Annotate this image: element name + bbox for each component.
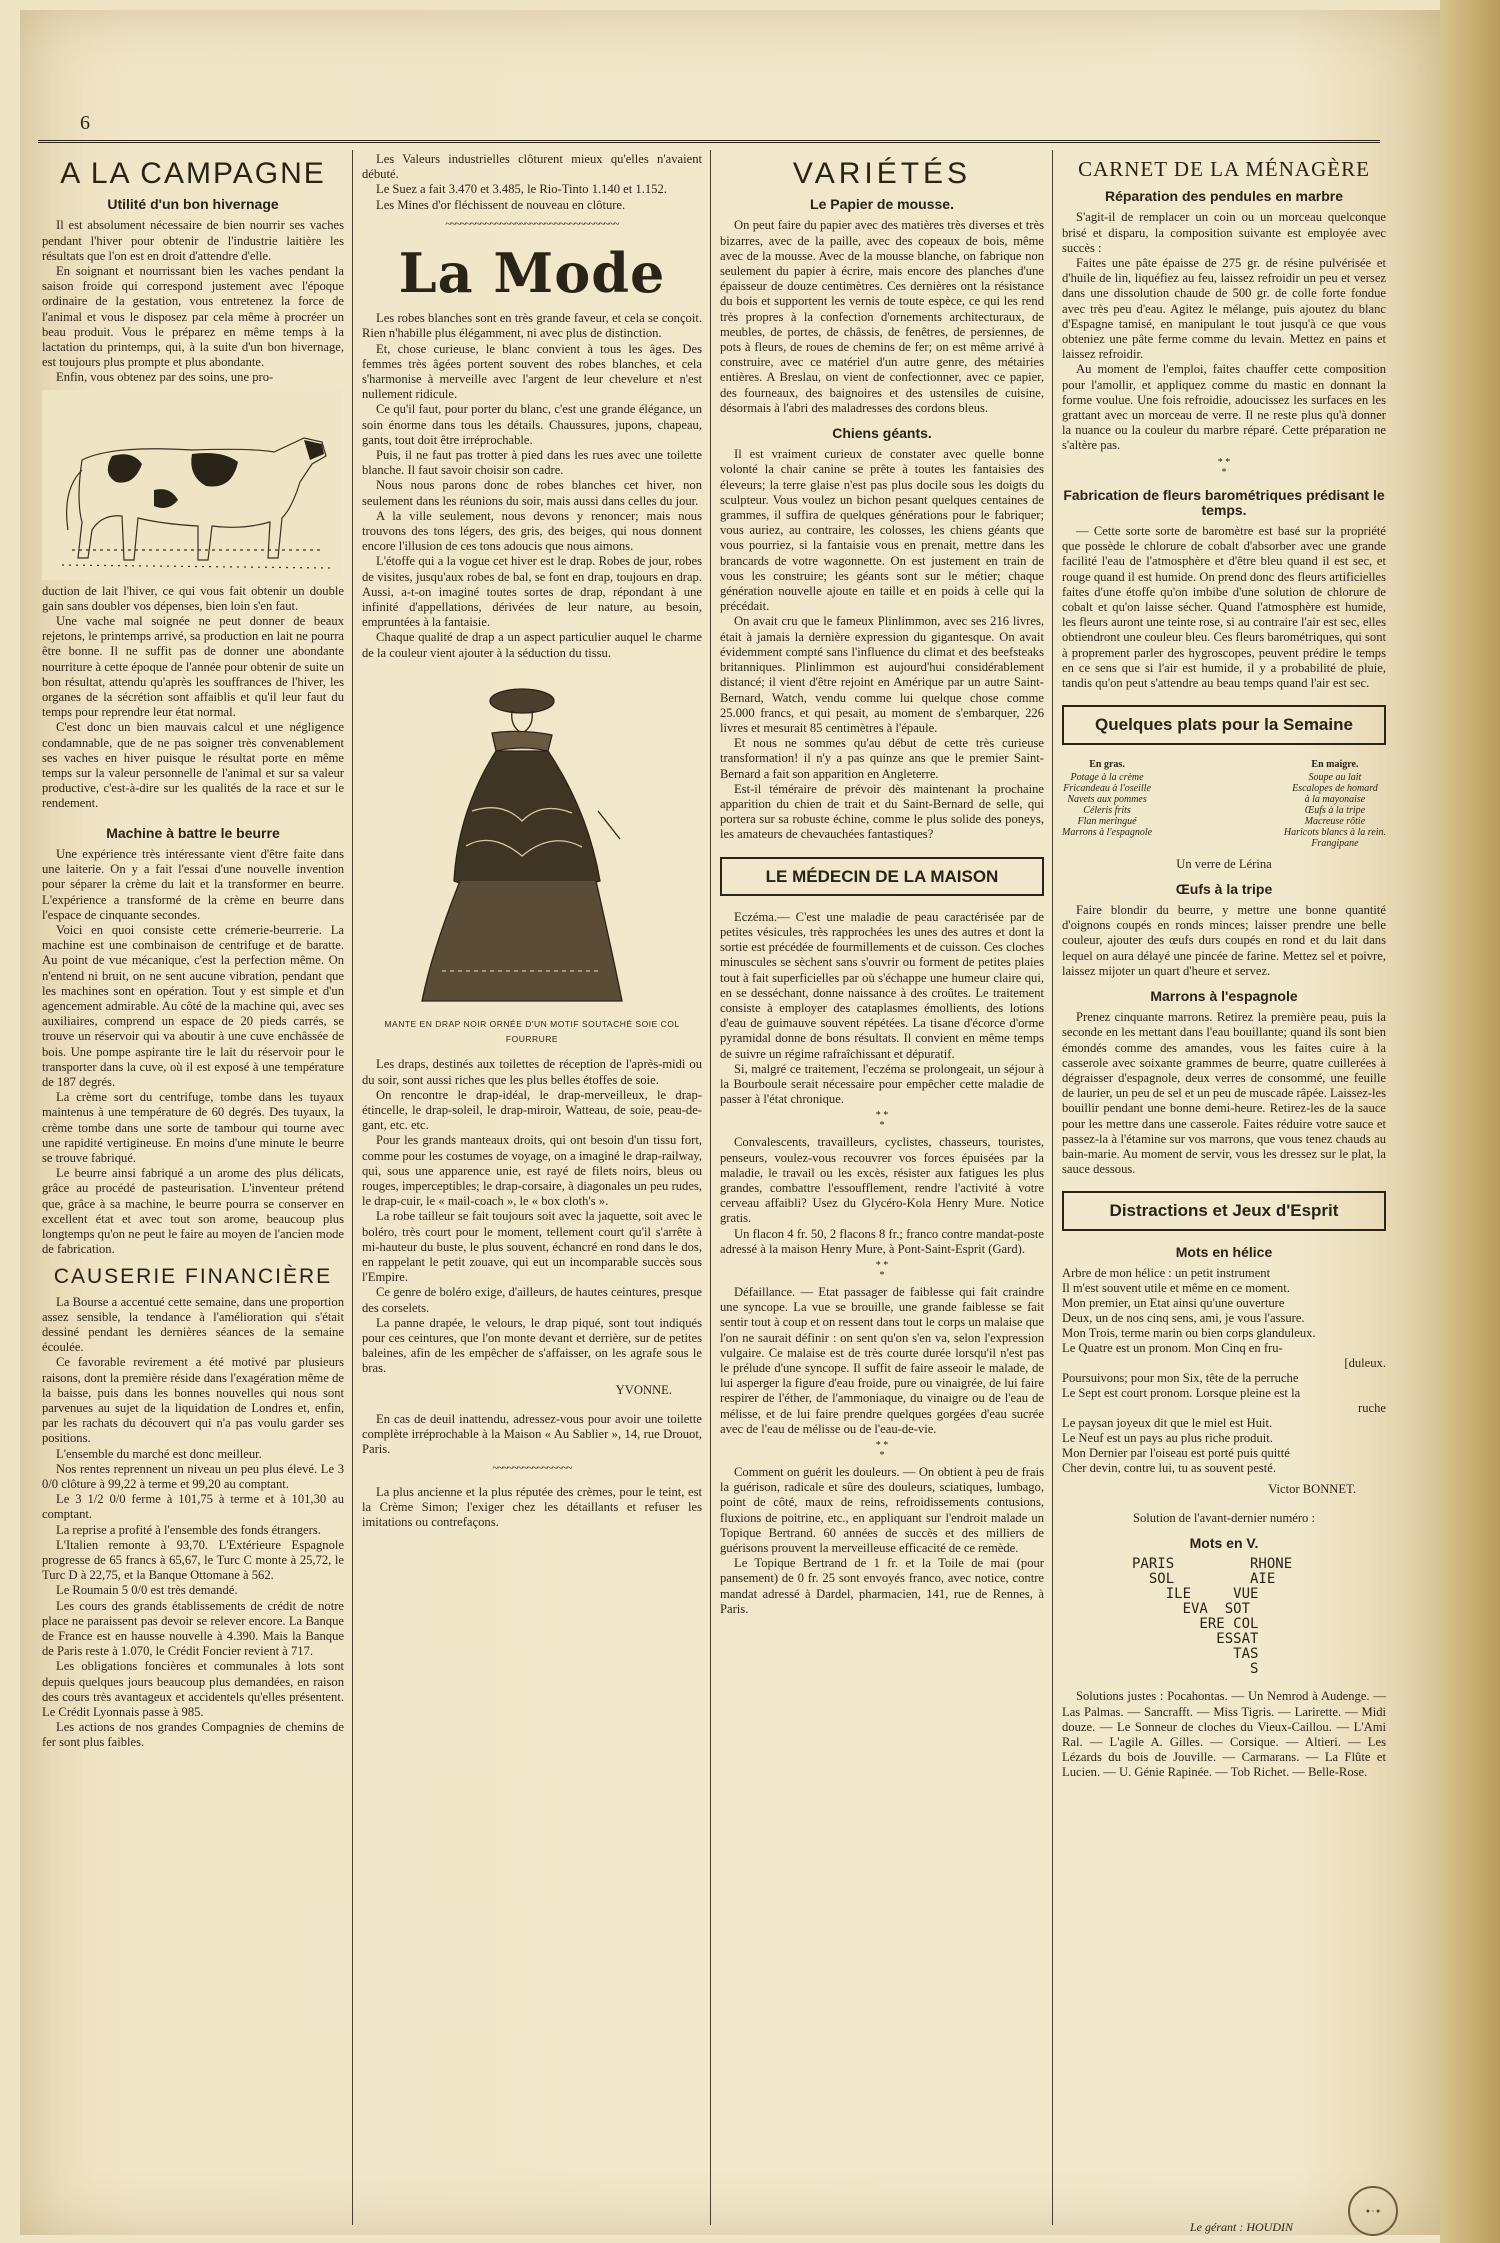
paragraph: Le 3 1/2 0/0 ferme à 101,75 à terme et à 101,30 au comptant. (42, 1492, 344, 1522)
paragraph: Prenez cinquante marrons. Retirez la première peau, puis la seconde en les mettant dans l'eau bouillante; quand ils sont bien émondés comme des amandes, vous les faites cuire à la casserole avec soixante grammes de beurre, quatre cuillerées à dégraisser d'espagnole, deux verres de consommé, une feuille de laurier, un peu de sel et un peu de muscade râpée. Laissez-les bouillir pendant une bonne demi-heure. Retirez-les de la sauce pour les mettre dans une casserole. Faites réduire votre sauce et passez-la à l'étamine sur vos marrons, que vous tenez chauds au bain-marie. Au moment de servir, vous les dressez sur le plat, la sauce dessous. (1062, 1010, 1386, 1177)
poem-line: Deux, un de nos cinq sens, ami, je vous l'assure. (1062, 1310, 1305, 1325)
paragraph: duction de lait l'hiver, ce qui vous fait obtenir un double gain sans doubler vos dépenses, bien loin s'en faut. (42, 583, 344, 613)
paragraph: Défaillance. — Etat passager de faiblesse qui fait craindre une syncope. La vue se brouille, une grande faiblesse se fait sentir tout à coup et on ressent dans tout le corps un malaise que l'on ne saurait définir : on sent qu'on s'en va, selon l'expression vulgaire. Ce malaise est de très courte durée lorsqu'il n'est pas le prélude d'une syncope. Il suffit de faire asseoir le malade, de lui asperger la figure d'eau froide, pure ou vinaigrée, de lui faire respirer de l'éther, de l'ammoniaque, du vinaigre ou de l'eau de mélisse, et de lui faire prendre quelques gorgées d'eau sucrée avec de l'eau de mélisse ou de l'eau-de-vie. (720, 1285, 1044, 1436)
column-1 (42, 152, 344, 1751)
menu-gras (1062, 759, 1152, 849)
article-subtitle: Mots en V. (1189, 1535, 1259, 1552)
paragraph: On rencontre le drap-idéal, le drap-merveilleux, le drap-étincelle, le drap-soleil, le drap-miroir, Watteau, de soie, peau-de-gant, etc. etc. (362, 1087, 702, 1133)
asterism-divider: * * * (875, 1440, 889, 1462)
menu-item: Potage à la crème (1070, 771, 1144, 783)
menu-item: Soupe au lait (1308, 771, 1362, 783)
wine-note: Un verre de Lérina (1176, 856, 1272, 871)
poem-line: Poursuivons; pour mon Six, tête de la perruche (1062, 1370, 1299, 1385)
paragraph: L'étoffe qui a la vogue cet hiver est le drap. Robes de jour, robes de visites, jusqu'aux robes de bal, se font en drap, toujours en drap. Aussi, a-t-on imaginé toutes sortes de drap, répondant à une infinité d'appellations, dérivées de leur nature, au besoin, empruntées à la fantaisie. (362, 554, 702, 630)
paragraph: On peut faire du papier avec des matières très diverses et très bizarres, avec de la paille, avec des copeaux de bois, même avec de la mousse. Avec de la mousse blanche, on fabrique non seulement du papier à écrire, mais encore des planches d'une épaisseur de douze centimètres. Ces dernières ont la résistance du bois et supportent les vernis de toute espèce, ce qui les rend très propres à la confection d'ornements architecturaux, de meubles, de portes, de châssis, de fenêtres, de persiennes, de pots à fleurs, de roues de chemins de fer; on est même arrivé à construire, avec ce matériel d'un autre genre, des métairies entières. A Breslau, on vient de confectionner, avec ce papier, des fourneaux, des baignoires et des ustensiles de cuisine, désormais à l'abri des maladresses des cordons bleus. (720, 218, 1044, 415)
paragraph: Pour les grands manteaux droits, qui ont besoin d'un tissu fort, comme pour les costumes de voyage, on a imaginé le drap-railway, qui, sous une apparence unie, est rayé de filets noirs, bleus ou rouges, imperceptibles; le drap-corsaire, à diagonales un peu rudes, le drap-cuir, le « mail-coach », le « box cloth's ». (362, 1133, 702, 1209)
weekly-menu (1062, 759, 1386, 849)
poem-line: Cher devin, contre lui, tu as souvent pesté. (1062, 1460, 1277, 1475)
paragraph: Une expérience très intéressante vient d'être faite dans une laiterie. On y a fait l'essai d'une nouvelle invention pour séparer la crème du lait et la transformer en beurre. L'expérience a transformé de la crème en beurre dans l'espace de cinquante secondes. (42, 846, 344, 922)
solution-title: Solution de l'avant-dernier numéro : (1132, 1510, 1316, 1525)
paragraph: Les draps, destinés aux toilettes de réception de l'après-midi ou du soir, sont aussi riches que les plus belles étoffes de soie. (362, 1057, 702, 1087)
illustration-caption: MANTE EN DRAP NOIR ORNÉE D'UN MOTIF SOUTACHÉ SOIE COL FOURRURE (384, 1018, 680, 1045)
menu-item: Escalopes de homard (1292, 782, 1378, 794)
paragraph: La panne drapée, le velours, le drap piqué, sont tout indiqués pour ces ceintures, que l'on monte devant et derrière, sur de petites baleines, afin de les empêcher de s'affaisser, on les agrafe sous le bras. (362, 1315, 702, 1376)
article-subtitle: Machine à battre le beurre (106, 824, 280, 841)
section-title: La Mode (398, 241, 666, 306)
paragraph: La crème sort du centrifuge, tombe dans les tuyaux maintenus à une température de 60 degrés. Des tuyaux, la crème tombe dans une sorte de tambour qui tourne avec une rapidité vertigineuse. En moins d'une minute le beurre se trouve fabriqué. (42, 1090, 344, 1165)
menu-item: Haricots blancs à la rein. (1283, 826, 1386, 838)
paragraph: Les cours des grands établissements de crédit de notre place ne paraissent pas devoir se relever encore. La Banque de France est en hausse nouvelle à 4.390. Mais la Banque de Paris reste à 1.070, le Crédit Foncier revient à 717. (42, 1598, 344, 1659)
paragraph: — Cette sorte sorte de baromètre est basé sur la propriété que possède le chlorure de cobalt d'absorber avec une grande facilité l'eau de l'atmosphère et d'être bleu quand il est sec, et rouge quand il est humide. On prend donc des fleurs artificielles faites d'une étoffe qu'on imbibe d'une solution de chlorure de cobalt et qu'on laisse sécher. Quand l'atmosphère est humide, les fleurs auront une teinte rose, si au contraire l'air est sec, elles obtiendront une couleur bleu. Ces fleurs barométriques, qui sont à proprement parler des hygroscopes, peuvent prédire le temps en ce sens que si l'air est humide, il y a probabilité de pluie, tandis qu'on peut s'attendre au beau temps quand l'air est sec. (1062, 524, 1386, 691)
article-subtitle: Mots en hélice (1175, 1243, 1273, 1260)
menu-item: Frangipane (1311, 837, 1359, 849)
paragraph: Et nous ne sommes qu'au début de cette très curieuse transformation! il n'y a pas quinze ans que le premier Saint-Bernard a fait son apparition en Angleterre. (720, 736, 1044, 781)
article-subtitle: Le Papier de mousse. (810, 196, 954, 213)
paragraph: Il est vraiment curieux de constater avec quelle bonne volonté la chair canine se prête à toutes les fantaisies des éleveurs; la terre glaise n'est pas plus docile sous les doigts du sculpteur. Vous voulez un bichon pesant quelques centaines de grammes, il suffira de quelques générations pour le fabriquer; vous auriez, au contraire, les colosses, les chiens géants que vous pourriez, si la fantaisie vous en prenait, mettre dans les brancards de votre wagonnette. On est justement en train de vous les construire; les géants sont sur le métier; chaque génération nouvelle ajoute en taille et en poids à celle qui la précédait. (720, 447, 1044, 614)
paragraph: Le beurre ainsi fabriqué a un arome des plus délicats, grâce au procédé de pasteurisation. L'inventeur prétend que, grâce à sa machine, le beurre pourra se conserver en excellent état et avec tout son arome, beaucoup plus longtemps qu'on ne peut le faire au moyen de l'ancien mode de fabrication. (42, 1166, 344, 1257)
paragraph: Solutions justes : Pocahontas. — Un Nemrod à Audenge. — Las Palmas. — Sancrafft. — Miss Tigris. — Larirette. — Midi douze. — Le Sonneur de cloches du Vieux-Caillou. — L'Ami Ral. — L'agile A. Gilles. — Corsique. — Altieri. — Les Lézards du bois de Jouville. — Carmarans. — La Flûte et Lucien. — U. Génie Rapinée. — Tob Richet. — Belle-Rose. (1062, 1689, 1386, 1780)
section-title: CARNET DE LA MÉNAGÈRE (1078, 157, 1370, 181)
menu-item: Céleris frits (1083, 804, 1131, 816)
poem-line: Le paysan joyeux dit que le miel est Huit. (1062, 1415, 1273, 1430)
page-number: 6 (80, 112, 90, 134)
column-separator (710, 150, 711, 2225)
paragraph: En cas de deuil inattendu, adressez-vous pour avoir une toilette complète irréprochable à la Maison « Au Sablier », 14, rue Drouot, Paris. (362, 1411, 702, 1457)
paragraph: Le Suez a fait 3.470 et 3.485, le Rio-Tinto 1.140 et 1.152. (376, 182, 667, 197)
author-signature: Victor BONNET. (1268, 1481, 1356, 1496)
menu-item: Flan meringué (1077, 815, 1137, 827)
paragraph: La reprise a profité à l'ensemble des fonds étrangers. (56, 1522, 321, 1537)
paragraph: Eczéma.— C'est une maladie de peau caractérisée par de petites vésicules, très rapprochées les unes des autres et dont la sortie est précédée de fourmillements et de cuisson. Ces cloches minuscules se sèchent sans s'ouvrir ou forment de petites plaies tout à fait superficielles par où s'échappe une humeur claire qui, en se desséchant, donne naissance à des croûtes. Le traitement consiste à employer des cataplasmes émollients, des lotions d'eau de guimauve souvent répétées. La tisane d'écorce d'orme pyramidal donne de bons résultats. Il convient en même temps de suivre un régime rafraîchissant et dépuratif. (720, 909, 1044, 1061)
poem-line: Le Neuf est un pays au plus riche produit. (1062, 1430, 1273, 1445)
poem-line: Arbre de mon hélice : un petit instrument (1062, 1265, 1271, 1280)
paragraph: Au moment de l'emploi, faites chauffer cette composition pour l'amollir, et appliquez comme du mastic en donnant la forme voulue. Une fois refroidie, adoucissez les surfaces en les grattant avec un morceau de verre. Il ne reste plus qu'à donner la nuance ou la couleur du marbre réparé. Cette préparation ne s'altère pas. (1062, 362, 1386, 453)
menu-item: Œufs à la tripe (1304, 804, 1366, 816)
column-4 (1062, 152, 1386, 1781)
paragraph: Enfin, vous obtenez par des soins, une pro- (56, 370, 274, 385)
header-rule (38, 140, 1380, 143)
paragraph: Le Topique Bertrand de 1 fr. et la Toile de mai (pour pansement) de 0 fr. 25 sont envoyés franco, avec notice, contre mandat adressé à Dardel, pharmacien, 141, rue de Rennes, à Paris. (720, 1556, 1044, 1616)
poem-line: Le Quatre est un pronom. Mon Cinq en fru- (1062, 1340, 1283, 1355)
poem-line: Mon Trois, terme marin ou bien corps glanduleux. (1062, 1325, 1316, 1340)
paragraph: Ce qu'il faut, pour porter du blanc, c'est une grande élégance, un soin énorme dans tous les détails. Chaussures, jupons, chapeau, gants, tout doit être irréprochable. (362, 402, 702, 447)
paragraph: C'est donc un bien mauvais calcul et une négligence condamnable, que de ne pas soigner très convenablement ses vaches en hiver puisque le résultat porte en même temps sur la valeur personnelle de l'animal et sur sa valeur productive, c'est-à-dire sur les qualités de la race et sur le rendement. (42, 720, 344, 811)
article-subtitle: Marrons à l'espagnole (1150, 987, 1298, 1004)
paragraph: Voici en quoi consiste cette crémerie-beurrerie. La machine est une combinaison de centrifuge et de baratte. Au point de vue mécanique, c'est la perfection même. On n'entend ni bruit, on ne sent aucune vibration, pendant que les machines sont en opération. Tout y est simple et d'un agencement admirable. Au côté de la machine qui, avec ses auxiliaires, comprend un espace de 20 pieds carrés, se trouve un réservoir qui va aboutir à une cuve enchâssée de bois. Une pompe aspirante tire le lait du réservoir pour le transporter dans la cuve, où il est exposé à une température de 187 degrés. (42, 922, 344, 1089)
cow-illustration (42, 390, 342, 580)
paragraph: Ce favorable revirement a été motivé par plusieurs raisons, dont la première réside dans l'exagération même de la baisse, puis dans les bonnes nouvelles qui nous sont parvenues au sujet de la liquidation de Londres et, enfin, par les rachats du découvert qui n'a pas voulu garder ses positions. (42, 1355, 344, 1446)
publisher-signature: Le gérant : HOUDIN (1190, 2220, 1293, 2234)
paragraph: Nous nous parons donc de robes blanches cet hiver, non seulement dans les réunions du soir, mais aussi dans celles du jour. (362, 478, 702, 508)
menu-item: à la mayonaise (1304, 793, 1366, 805)
paragraph: Faire blondir du beurre, y mettre une bonne quantité d'oignons coupés en ronds minces; laisser prendre une belle couleur, ajouter des œufs durs coupés en rond et du lait dans lequel on aura délayé une pincée de farine. Mettez sel et poivre, laissez mijoter un quart d'heure et servez. (1062, 902, 1386, 978)
poem-line: Il m'est souvent utile et même en ce moment. (1062, 1280, 1290, 1295)
paragraph: Ce genre de boléro exige, d'ailleurs, de hautes ceintures, presque des corselets. (362, 1285, 702, 1315)
asterism-divider: * * * (875, 1110, 889, 1132)
ornament-divider: ~~~~~~~~~~~~~~~~~~~~~~~~~~~~~~~~~~~ (445, 217, 619, 230)
paragraph: Les obligations foncières et communales à lots sont depuis quelques jours beaucoup plus demandées, en raison des cours très avantageux et accidentels qu'elles présentent. Le Crédit Lyonnais passe à 985. (42, 1659, 344, 1720)
poem-line: [duleux. (1344, 1355, 1386, 1370)
article-subtitle: Chiens géants. (832, 425, 932, 442)
paragraph: Un flacon 4 fr. 50, 2 flacons 8 fr.; franco contre mandat-poste adressé à la maison Henry Mure, à Pont-Saint-Esprit (Gard). (720, 1226, 1044, 1256)
section-box-title: Quelques plats pour la Semaine (1062, 705, 1386, 744)
poem-line: Mon Dernier par l'oiseau est porté puis quitté (1062, 1445, 1290, 1460)
paragraph: La robe tailleur se fait toujours soit avec la jaquette, soit avec le boléro, très court pour le moment, tellement court qu'il s'arrête à mi-hauteur du buste, le plus souvent, échancré en rond dans le dos, en rappelant le petit zouave, qui eut un incomparable succès sous l'Empire. (362, 1209, 702, 1285)
paragraph: S'agit-il de remplacer un coin ou un morceau quelconque brisé et disparu, la composition suivante est employée avec succès : (1062, 210, 1386, 255)
author-signature: YVONNE. (615, 1382, 672, 1397)
paragraph: Est-il téméraire de prévoir dès maintenant la prochaine apparition du chien de trait et du Saint-Bernard de selle, qui portera sur sa robuste échine, comme le plus solide des poneys, les amateurs de chevauchées fantastiques? (720, 781, 1044, 842)
menu-item: Macreuse rôtie (1304, 815, 1366, 827)
paragraph: La plus ancienne et la plus réputée des crèmes, pour le teint, est la Crème Simon; l'exiger chez les détaillants et refuser les imitations ou contrefaçons. (362, 1484, 702, 1529)
paragraph: On avait cru que le fameux Plinlimmon, avec ses 216 livres, était à jamais la dernière expression du gigantesque. On avait évidemment compté sans l'influence du climat et des beefsteaks britanniques. Plinlimmon est aujourd'hui considérablement distancé; il vient d'être rejoint en Amérique par un autre Saint-Bernard, Watch, vendu comme lui quelque chose comme 25.000 francs, et qui pesait, au moment de s'embarquer, 226 livres et mesurait 85 centimètres à l'épaule. (720, 614, 1044, 735)
paragraph: Si, malgré ce traitement, l'eczéma se prolongeait, un séjour à la Bourboule serait nécessaire pour empêcher cette maladie de passer à l'état chronique. (720, 1061, 1044, 1107)
paragraph: Puis, il ne faut pas trotter à pied dans les rues avec une toilette blanche. Il faut savoir choisir son cadre. (362, 448, 702, 478)
ornament-divider: ~~~~~~~~~~~~~~~~ (492, 1462, 572, 1475)
section-box-title: LE MÉDECIN DE LA MAISON (720, 857, 1044, 896)
page-edge (1440, 0, 1500, 2243)
column-3 (720, 152, 1044, 1617)
paragraph: Nos rentes reprennent un niveau un peu plus élevé. Le 3 0/0 clôture à 99,22 à terme et 99,20 au comptant. (42, 1461, 344, 1492)
section-title: A LA CAMPAGNE (60, 157, 326, 190)
paragraph: Faites une pâte épaisse de 275 gr. de résine pulvérisée et d'huile de lin, liquéfiez au feu, laissez refroidir un peu et versez dans une dissolution chaude de 500 gr. de colle forte fondue avec très peu d'eau. Agitez le mélange, puis ajoutez du blanc d'Espagne tamisé, en manipulant le tout jusqu'à ce que vous obteniez une pâte ferme comme du levain. Mettez en pains et laissez refroidir. (1062, 256, 1386, 362)
paragraph: Comment on guérit les douleurs. — On obtient à peu de frais la guérison, radicale et sûre des douleurs, sciatiques, lumbago, point de côté, maux de reins, refroidissements contusions, fluxions de poitrine, etc., en appliquant sur l'endroit malade un Topique Bertrand. 60 années de succès et des milliers de guérisons prouvent la merveilleuse efficacité de ce remède. (720, 1465, 1044, 1556)
paragraph: Chaque qualité de drap a un aspect particulier auquel le charme de la couleur vient ajouter à la séduction du tissu. (362, 630, 702, 660)
paragraph: L'ensemble du marché est donc meilleur. (56, 1446, 262, 1461)
paragraph: Il est absolument nécessaire de bien nourrir ses vaches pendant l'hiver pour obtenir de l'industrie laitière les résultats que l'on est en droit d'attendre d'elle. (42, 218, 344, 263)
poem (1062, 1266, 1386, 1476)
poem-line: Le Sept est court pronom. Lorsque pleine est la (1062, 1385, 1301, 1400)
column-2 (362, 152, 702, 1530)
menu-item: Marrons à l'espagnole (1062, 826, 1153, 838)
paragraph: Et, chose curieuse, le blanc convient à tous les âges. Des femmes très âgées portent souvent des robes blanches, et cela s'harmonise à merveille avec l'argent de leur chevelure et n'est nullement ridicule. (362, 341, 702, 402)
paragraph: A la ville seulement, nous devons y renoncer; mais nous trouvons des tons légers, des gris, des beiges, qui nous donnent encore l'illusion de ces tons adoucis que nous aimons. (362, 508, 702, 554)
paragraph: La Bourse a accentué cette semaine, dans une proportion assez sensible, la tendance à l'amélioration qui s'était dessiné pendant les dernières séances de la semaine écoulée. (42, 1294, 344, 1355)
section-title: CAUSERIE FINANCIÈRE (53, 1265, 333, 1289)
paragraph: L'Italien remonte à 93,70. L'Extérieure Espagnole progresse de 65 francs à 65,67, le Turc C monte à 25,72, le Turc D à 22,75, et la Banque Ottomane à 562. (42, 1537, 344, 1583)
paragraph: Une vache mal soignée ne peut donner de beaux rejetons, le printemps arrivé, sa production en lait ne pourra être bonne. Il ne suffit pas de donner une abondante nourriture à cette époque de l'année pour obtenir de suite un bon résultat, attendu qu'après les souffrances de l'hiver, les organes de la sécrétion sont affaiblis et qu'il leur faut du temps pour reprendre leur état normal. (42, 614, 344, 720)
menu-item: Fricandeau à l'oseille (1063, 782, 1151, 794)
paragraph: Le Roumain 5 0/0 est très demandé. (56, 1583, 238, 1598)
paragraph: Les Mines d'or fléchissent de nouveau en clôture. (376, 197, 626, 212)
paragraph: Convalescents, travailleurs, cyclistes, chasseurs, touristes, penseurs, voulez-vous recouvrer vos forces épuisées par la maladie, le travail ou les excès, résister aux fatigues les plus grandes, combattre l'essoufflement, rendre l'activité à votre cerveau affaibli? Usez du Glycéro-Kola Henry Mure. Notice gratis. (720, 1135, 1044, 1226)
article-subtitle: Œufs à la tripe (1175, 880, 1273, 897)
poem-line: ruche (1358, 1400, 1386, 1415)
paragraph: Les robes blanches sont en très grande faveur, et cela se conçoit. Rien n'habille plus élégamment, ni avec plus de distinction. (362, 311, 702, 341)
section-box-title: Distractions et Jeux d'Esprit (1062, 1191, 1386, 1230)
word-puzzle-solution: PARIS RHONE SOL AIE ILE VUE EVA SOT ERE COL ESSAT TAS S (1132, 1556, 1293, 1678)
poem-line: Mon premier, un Etat ainsi qu'une ouverture (1062, 1295, 1285, 1310)
menu-heading: En maigre. (1311, 758, 1359, 770)
article-subtitle: Réparation des pendules en marbre (1104, 188, 1344, 205)
library-stamp: ● ◦ ● (1348, 2186, 1398, 2236)
column-separator (1052, 150, 1053, 2225)
paragraph: En soignant et nourrissant bien les vaches pendant la saison froide qui correspond justement avec l'époque ordinaire de la gestation, vous entretenez la force de l'animal et vous le disposez par cela même à procréer un beau produit. Vous le préparez en même temps à la lactation du printemps, qui, à la suite d'un bon hivernage, est toujours plus prompte et plus abondante. (42, 264, 344, 370)
asterism-divider: * * * (1217, 456, 1231, 478)
section-title: VARIÉTÉS (792, 157, 972, 190)
paragraph: Les Valeurs industrielles clôturent mieux qu'elles n'avaient débuté. (362, 152, 702, 182)
menu-item: Navets aux pommes (1067, 793, 1147, 805)
menu-maigre (1284, 759, 1386, 849)
article-subtitle: Fabrication de fleurs barométriques prédisant le temps. (1063, 486, 1385, 518)
column-separator (352, 150, 353, 2225)
menu-heading: En gras. (1089, 758, 1125, 770)
fashion-illustration (362, 671, 702, 1011)
paragraph: Les actions de nos grandes Compagnies de chemins de fer sont plus faibles. (42, 1720, 344, 1750)
asterism-divider: * * * (875, 1260, 889, 1281)
article-subtitle: Utilité d'un bon hivernage (107, 196, 279, 213)
